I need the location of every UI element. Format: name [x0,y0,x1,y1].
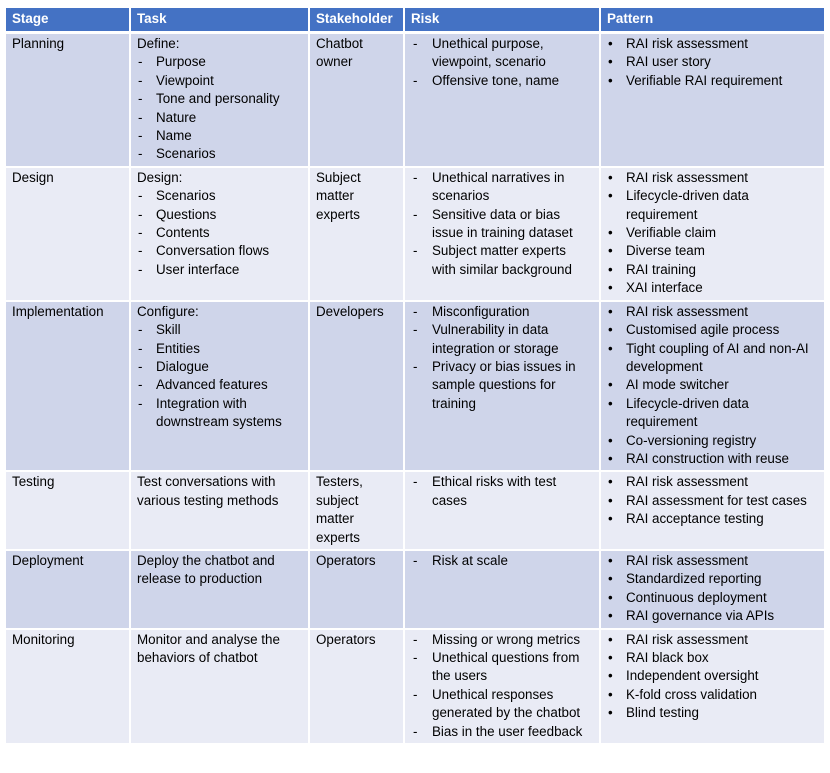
task-intro: Define: [137,36,180,51]
task-item: - Tone and personality [137,90,302,108]
header-row [6,8,824,33]
stage-cell: Testing [6,471,130,550]
table-row [6,167,824,301]
pattern-item: • K-fold cross validation [607,686,818,704]
risk-item: - Unethical purpose, viewpoint, scenario [411,35,593,72]
header-pattern: Pattern [600,8,824,33]
risk-item: - Vulnerability in data integration or storage [411,321,593,358]
pattern-item: • RAI user story [607,53,818,71]
stage-cell: Planning [6,33,130,167]
risk-item: - Sensitive data or bias issue in training dataset [411,206,593,243]
pattern-item: • Standardized reporting [607,570,818,588]
task-item: - Scenarios [137,187,302,205]
pattern-item: • XAI interface [607,279,818,297]
pattern-item: • Blind testing [607,704,818,722]
pattern-item: • RAI construction with reuse [607,450,818,468]
pattern-item: • RAI risk assessment [607,552,818,570]
pattern-cell [600,33,824,167]
stakeholder-cell: Developers [309,301,404,472]
stakeholder-cell: Operators [309,629,404,744]
task-item: - Integration with downstream systems [137,395,302,432]
task-item: - Skill [137,321,302,339]
pattern-item: • Lifecycle-driven data requirement [607,395,818,432]
task-item: - Questions [137,206,302,224]
pattern-item: • Diverse team [607,242,818,260]
task-list [137,53,302,163]
task-item: - Entities [137,340,302,358]
table-row [6,301,824,472]
task-item: - Dialogue [137,358,302,376]
stage-cell: Implementation [6,301,130,472]
header-stage: Stage [6,8,130,33]
pattern-item: • AI mode switcher [607,376,818,394]
risk-item: - Risk at scale [411,552,593,570]
pattern-item: • RAI governance via APIs [607,607,818,625]
task-list [137,321,302,431]
pattern-item: • RAI risk assessment [607,35,818,53]
task-cell [130,550,309,629]
task-cell [130,471,309,550]
stage-cell: Deployment [6,550,130,629]
risk-item: - Misconfiguration [411,303,593,321]
risk-cell [404,301,600,472]
pattern-item: • Continuous deployment [607,589,818,607]
stage-table-container [6,8,824,745]
risk-cell [404,629,600,744]
task-item: - Contents [137,224,302,242]
stakeholder-cell: Subject matter experts [309,167,404,301]
pattern-cell [600,550,824,629]
task-intro: Monitor and analyse the behaviors of chatbot [137,631,280,665]
task-cell [130,301,309,472]
task-item: - Conversation flows [137,242,302,260]
task-item: - Scenarios [137,145,302,163]
risk-list [411,631,593,741]
pattern-cell [600,167,824,301]
stage-cell: Design [6,167,130,301]
pattern-list [607,303,818,469]
risk-cell [404,550,600,629]
risk-item: - Bias in the user feedback [411,723,593,741]
risk-list [411,473,593,510]
pattern-item: • RAI black box [607,649,818,667]
pattern-list [607,35,818,90]
pattern-item: • RAI assessment for test cases [607,492,818,510]
risk-item: - Unethical responses generated by the chatbot [411,686,593,723]
pattern-item: • RAI risk assessment [607,303,818,321]
task-cell [130,629,309,744]
risk-item: - Unethical questions from the users [411,649,593,686]
task-intro: Design: [137,169,183,185]
stakeholder-cell: Testers, subject matter experts [309,471,404,550]
pattern-item: • Lifecycle-driven data requirement [607,187,818,224]
task-item: - Advanced features [137,376,302,394]
table-header [6,8,824,33]
stakeholder-cell: Chatbot owner [309,33,404,167]
pattern-item: • Independent oversight [607,667,818,685]
risk-item: - Ethical risks with test cases [411,473,593,510]
task-item: - Name [137,127,302,145]
risk-item: - Offensive tone, name [411,72,593,90]
risk-list [411,303,593,413]
pattern-item: • RAI acceptance testing [607,510,818,528]
risk-item: - Subject matter experts with similar background [411,242,593,279]
pattern-list [607,169,818,298]
pattern-item: • Customised agile process [607,321,818,339]
pattern-list [607,473,818,528]
task-item: - Nature [137,109,302,127]
table-row [6,471,824,550]
risk-list [411,169,593,279]
task-item: - Viewpoint [137,72,302,90]
task-cell [130,33,309,167]
header-stakeholder: Stakeholder [309,8,404,33]
table-body [6,33,824,745]
pattern-list [607,631,818,723]
risk-cell [404,471,600,550]
pattern-item: • RAI risk assessment [607,169,818,187]
task-intro: Configure: [137,303,199,319]
task-item: - User interface [137,261,302,279]
risk-list [411,35,593,90]
task-intro: Test conversations with various testing methods [137,474,279,508]
chatbot-lifecycle-table [6,8,824,745]
pattern-item: • RAI risk assessment [607,631,818,649]
task-cell [130,167,309,301]
header-risk: Risk [404,8,600,33]
task-list [137,187,302,279]
stakeholder-cell: Operators [309,550,404,629]
pattern-cell [600,629,824,744]
risk-item: - Missing or wrong metrics [411,631,593,649]
stage-cell: Monitoring [6,629,130,744]
pattern-item: • Co-versioning registry [607,432,818,450]
table-row [6,629,824,744]
risk-list [411,552,593,570]
header-task: Task [130,8,309,33]
pattern-item: • RAI training [607,261,818,279]
task-intro: Deploy the chatbot and release to production [137,552,275,587]
risk-cell [404,167,600,301]
table-row [6,550,824,629]
risk-item: - Privacy or bias issues in sample questions for training [411,358,593,413]
pattern-list [607,552,818,626]
pattern-cell [600,471,824,550]
risk-item: - Unethical narratives in scenarios [411,169,593,206]
pattern-cell [600,301,824,472]
task-item: - Purpose [137,53,302,71]
risk-cell [404,33,600,167]
pattern-item: • RAI risk assessment [607,473,818,491]
pattern-item: • Tight coupling of AI and non-AI development [607,340,818,377]
table-row [6,33,824,167]
pattern-item: • Verifiable RAI requirement [607,72,818,90]
pattern-item: • Verifiable claim [607,224,818,242]
